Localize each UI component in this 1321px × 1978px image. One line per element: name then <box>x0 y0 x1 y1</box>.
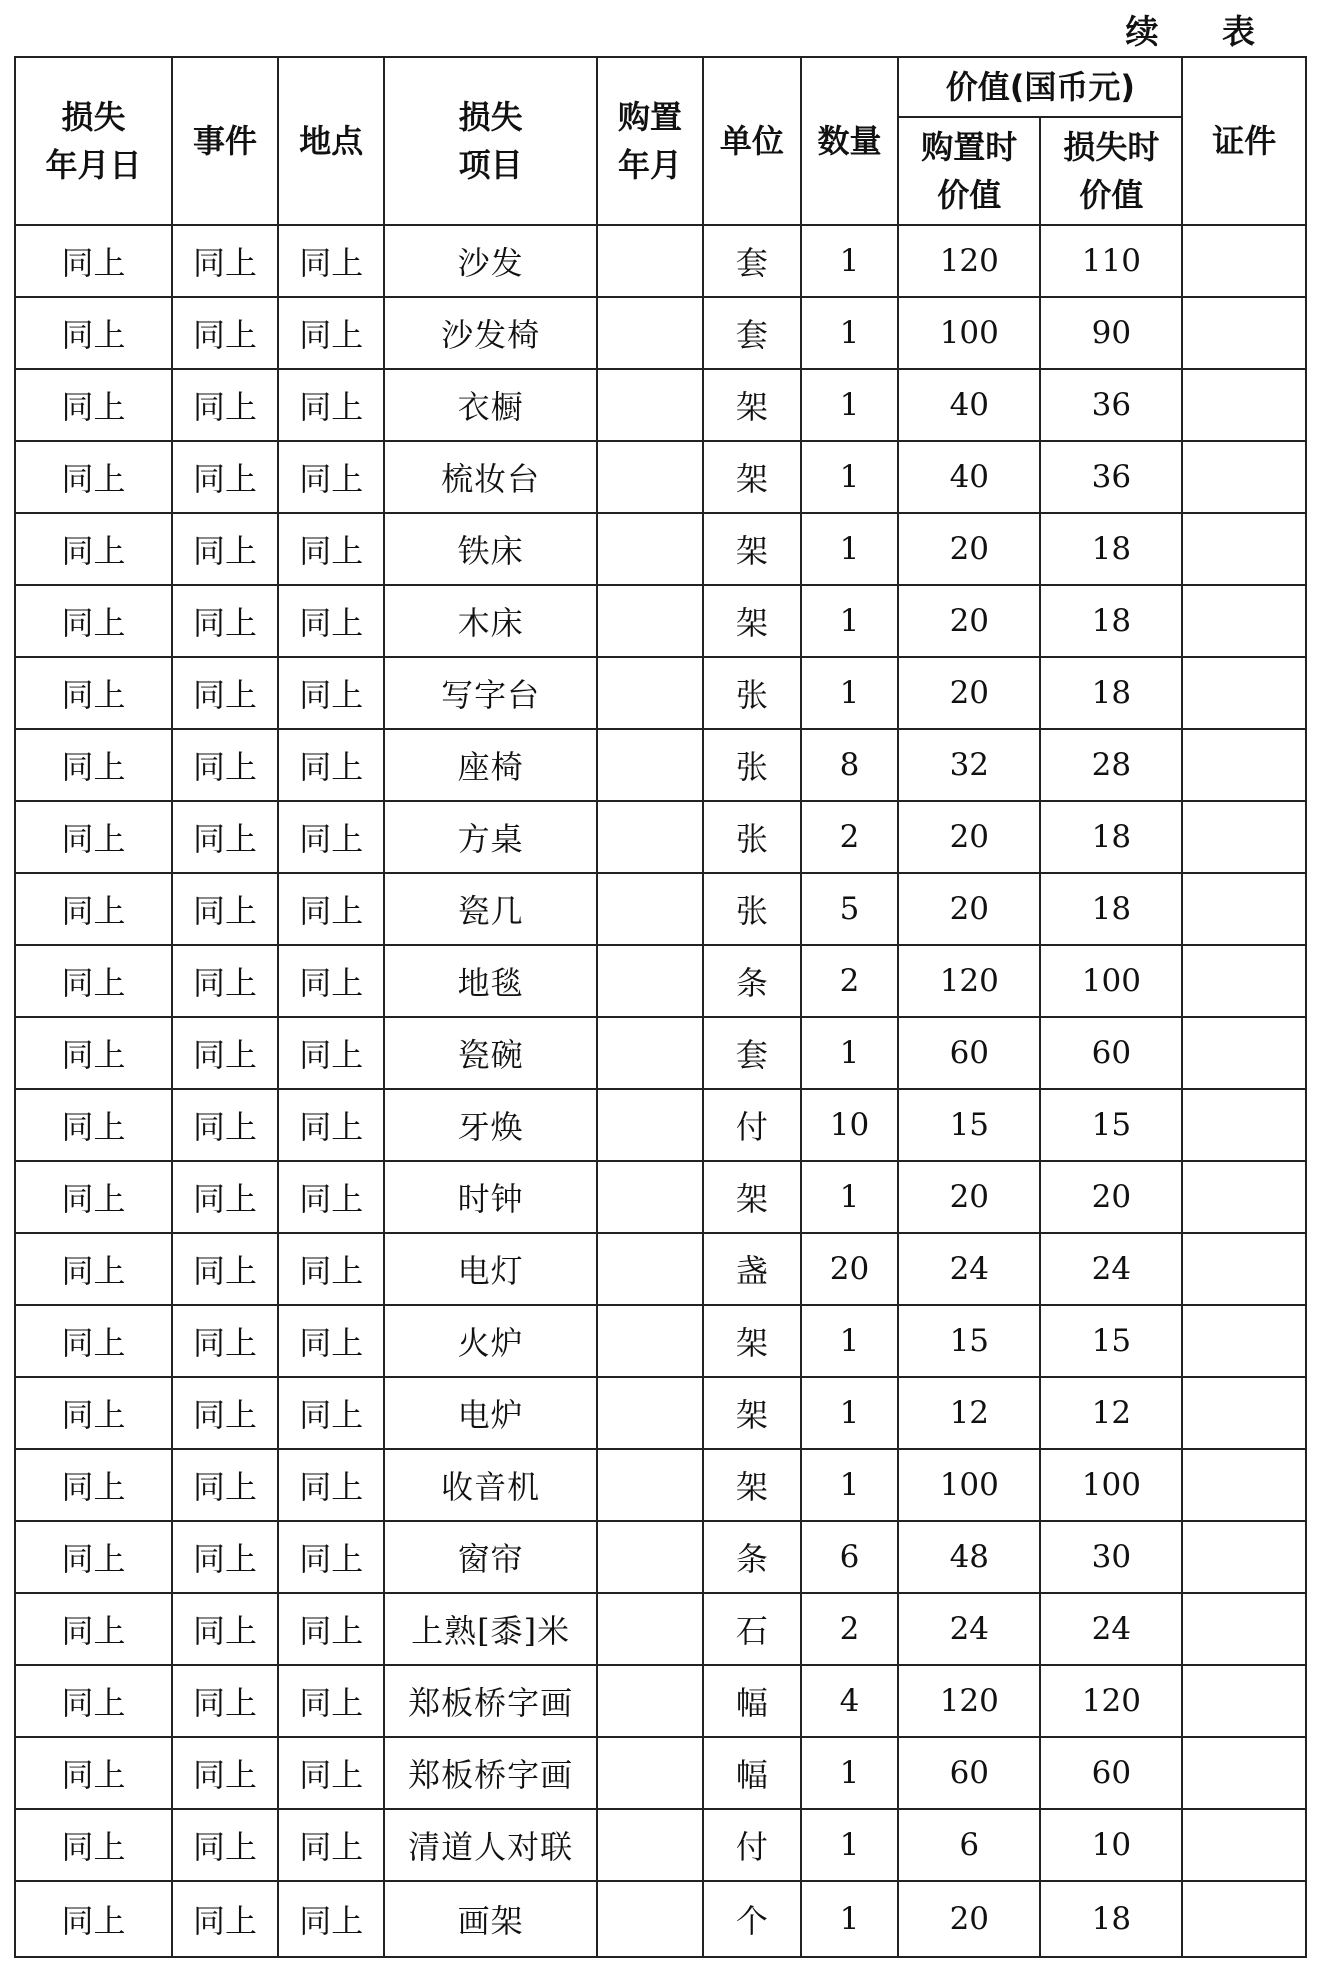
cell-value-at-loss: 18 <box>1040 657 1182 729</box>
cell-certificate <box>1182 441 1306 513</box>
cell-loss-date: 同上 <box>15 801 172 873</box>
cell-quantity: 10 <box>801 1089 899 1161</box>
cell-value-at-purchase: 40 <box>898 369 1040 441</box>
cell-unit: 架 <box>703 1449 801 1521</box>
cell-value-at-purchase: 20 <box>898 585 1040 657</box>
cell-place: 同上 <box>278 1809 384 1881</box>
cell-quantity: 1 <box>801 1305 899 1377</box>
cell-certificate <box>1182 729 1306 801</box>
cell-place: 同上 <box>278 1233 384 1305</box>
cell-certificate <box>1182 1377 1306 1449</box>
cell-value-at-purchase: 40 <box>898 441 1040 513</box>
table-row <box>15 873 1306 945</box>
cell-value-at-purchase: 100 <box>898 1449 1040 1521</box>
cell-certificate <box>1182 297 1306 369</box>
cell-value-at-loss: 100 <box>1040 1449 1182 1521</box>
cell-unit: 套 <box>703 225 801 297</box>
cell-value-at-purchase: 120 <box>898 225 1040 297</box>
table-row <box>15 1089 1306 1161</box>
cell-unit: 张 <box>703 873 801 945</box>
cell-certificate <box>1182 513 1306 585</box>
cell-certificate <box>1182 225 1306 297</box>
cell-unit: 架 <box>703 513 801 585</box>
cell-place: 同上 <box>278 441 384 513</box>
cell-purchase-date <box>597 1881 703 1957</box>
cell-event: 同上 <box>172 873 278 945</box>
table-row <box>15 1881 1306 1957</box>
cell-event: 同上 <box>172 1161 278 1233</box>
cell-certificate <box>1182 1809 1306 1881</box>
table-row <box>15 585 1306 657</box>
cell-event: 同上 <box>172 1089 278 1161</box>
cell-loss-item: 沙发椅 <box>384 297 596 369</box>
cell-purchase-date <box>597 585 703 657</box>
cell-place: 同上 <box>278 1089 384 1161</box>
cell-purchase-date <box>597 729 703 801</box>
cell-unit: 个 <box>703 1881 801 1957</box>
cell-value-at-loss: 36 <box>1040 441 1182 513</box>
cell-loss-item: 衣橱 <box>384 369 596 441</box>
cell-unit: 架 <box>703 585 801 657</box>
cell-loss-item: 上熟[黍]米 <box>384 1593 596 1665</box>
cell-value-at-loss: 36 <box>1040 369 1182 441</box>
cell-purchase-date <box>597 1017 703 1089</box>
cell-purchase-date <box>597 1665 703 1737</box>
cell-value-at-purchase: 20 <box>898 1881 1040 1957</box>
cell-loss-date: 同上 <box>15 513 172 585</box>
cell-place: 同上 <box>278 1665 384 1737</box>
cell-quantity: 1 <box>801 369 899 441</box>
cell-loss-date: 同上 <box>15 873 172 945</box>
cell-loss-date: 同上 <box>15 1305 172 1377</box>
cell-loss-date: 同上 <box>15 1449 172 1521</box>
cell-place: 同上 <box>278 1593 384 1665</box>
cell-purchase-date <box>597 1449 703 1521</box>
cell-unit: 盏 <box>703 1233 801 1305</box>
cell-purchase-date <box>597 369 703 441</box>
cell-event: 同上 <box>172 513 278 585</box>
cell-value-at-purchase: 15 <box>898 1305 1040 1377</box>
cell-certificate <box>1182 657 1306 729</box>
cell-quantity: 1 <box>801 1809 899 1881</box>
cell-place: 同上 <box>278 657 384 729</box>
table-row <box>15 1521 1306 1593</box>
cell-quantity: 6 <box>801 1521 899 1593</box>
cell-certificate <box>1182 1593 1306 1665</box>
cell-place: 同上 <box>278 1449 384 1521</box>
cell-unit: 石 <box>703 1593 801 1665</box>
cell-place: 同上 <box>278 513 384 585</box>
cell-quantity: 2 <box>801 1593 899 1665</box>
cell-loss-date: 同上 <box>15 945 172 1017</box>
table-row <box>15 729 1306 801</box>
header-place: 地点 <box>278 57 384 225</box>
cell-loss-item: 郑板桥字画 <box>384 1737 596 1809</box>
cell-value-at-purchase: 20 <box>898 873 1040 945</box>
cell-value-at-loss: 15 <box>1040 1089 1182 1161</box>
cell-certificate <box>1182 1665 1306 1737</box>
cell-unit: 条 <box>703 1521 801 1593</box>
cell-quantity: 1 <box>801 441 899 513</box>
cell-purchase-date <box>597 1233 703 1305</box>
cell-place: 同上 <box>278 1017 384 1089</box>
cell-purchase-date <box>597 225 703 297</box>
cell-loss-item: 清道人对联 <box>384 1809 596 1881</box>
header-event: 事件 <box>172 57 278 225</box>
cell-value-at-loss: 18 <box>1040 801 1182 873</box>
cell-loss-date: 同上 <box>15 1377 172 1449</box>
cell-place: 同上 <box>278 801 384 873</box>
cell-loss-item: 电灯 <box>384 1233 596 1305</box>
cell-value-at-purchase: 32 <box>898 729 1040 801</box>
cell-certificate <box>1182 369 1306 441</box>
cell-quantity: 1 <box>801 297 899 369</box>
cell-purchase-date <box>597 1737 703 1809</box>
cell-loss-item: 沙发 <box>384 225 596 297</box>
cell-loss-item: 梳妆台 <box>384 441 596 513</box>
cell-loss-date: 同上 <box>15 1809 172 1881</box>
cell-certificate <box>1182 585 1306 657</box>
cell-event: 同上 <box>172 1449 278 1521</box>
cell-loss-date: 同上 <box>15 1593 172 1665</box>
cell-place: 同上 <box>278 1161 384 1233</box>
cell-loss-item: 瓷几 <box>384 873 596 945</box>
cell-unit: 付 <box>703 1809 801 1881</box>
cell-place: 同上 <box>278 1305 384 1377</box>
cell-loss-date: 同上 <box>15 1737 172 1809</box>
cell-value-at-loss: 18 <box>1040 585 1182 657</box>
cell-place: 同上 <box>278 297 384 369</box>
cell-loss-date: 同上 <box>15 1017 172 1089</box>
cell-place: 同上 <box>278 369 384 441</box>
cell-loss-date: 同上 <box>15 297 172 369</box>
cell-value-at-loss: 110 <box>1040 225 1182 297</box>
cell-loss-date: 同上 <box>15 1233 172 1305</box>
cell-quantity: 1 <box>801 1449 899 1521</box>
table-body <box>15 225 1306 1957</box>
header-value-at-purchase: 购置时 价值 <box>898 117 1040 225</box>
cell-certificate <box>1182 801 1306 873</box>
cell-unit: 架 <box>703 369 801 441</box>
cell-place: 同上 <box>278 729 384 801</box>
cell-value-at-loss: 18 <box>1040 513 1182 585</box>
cell-purchase-date <box>597 297 703 369</box>
cell-value-at-loss: 10 <box>1040 1809 1182 1881</box>
cell-purchase-date <box>597 657 703 729</box>
cell-certificate <box>1182 1737 1306 1809</box>
header-value-group: 价值(国币元) <box>898 57 1182 117</box>
cell-quantity: 1 <box>801 1161 899 1233</box>
cell-value-at-purchase: 20 <box>898 801 1040 873</box>
header-purchase-date: 购置 年月 <box>597 57 703 225</box>
cell-quantity: 1 <box>801 1017 899 1089</box>
cell-value-at-loss: 120 <box>1040 1665 1182 1737</box>
cell-unit: 张 <box>703 729 801 801</box>
cell-quantity: 1 <box>801 513 899 585</box>
cell-loss-item: 窗帘 <box>384 1521 596 1593</box>
cell-event: 同上 <box>172 297 278 369</box>
cell-value-at-purchase: 15 <box>898 1089 1040 1161</box>
table-row <box>15 1017 1306 1089</box>
cell-event: 同上 <box>172 225 278 297</box>
cell-certificate <box>1182 1881 1306 1957</box>
cell-value-at-purchase: 20 <box>898 1161 1040 1233</box>
cell-loss-item: 电炉 <box>384 1377 596 1449</box>
cell-event: 同上 <box>172 1521 278 1593</box>
cell-loss-date: 同上 <box>15 1665 172 1737</box>
cell-place: 同上 <box>278 1377 384 1449</box>
cell-value-at-purchase: 120 <box>898 1665 1040 1737</box>
cell-event: 同上 <box>172 1593 278 1665</box>
cell-loss-item: 木床 <box>384 585 596 657</box>
cell-value-at-purchase: 100 <box>898 297 1040 369</box>
cell-quantity: 1 <box>801 1737 899 1809</box>
cell-event: 同上 <box>172 441 278 513</box>
cell-event: 同上 <box>172 1233 278 1305</box>
cell-event: 同上 <box>172 585 278 657</box>
cell-value-at-loss: 28 <box>1040 729 1182 801</box>
cell-event: 同上 <box>172 801 278 873</box>
cell-loss-item: 收音机 <box>384 1449 596 1521</box>
cell-loss-item: 方桌 <box>384 801 596 873</box>
table-row <box>15 513 1306 585</box>
cell-value-at-purchase: 20 <box>898 657 1040 729</box>
cell-purchase-date <box>597 441 703 513</box>
cell-value-at-loss: 15 <box>1040 1305 1182 1377</box>
cell-loss-item: 时钟 <box>384 1161 596 1233</box>
header-quantity: 数量 <box>801 57 899 225</box>
cell-quantity: 4 <box>801 1665 899 1737</box>
table-row <box>15 657 1306 729</box>
table-row <box>15 1809 1306 1881</box>
cell-event: 同上 <box>172 369 278 441</box>
cell-certificate <box>1182 1305 1306 1377</box>
table-row <box>15 297 1306 369</box>
table-row <box>15 1305 1306 1377</box>
cell-value-at-loss: 18 <box>1040 873 1182 945</box>
cell-value-at-loss: 60 <box>1040 1737 1182 1809</box>
cell-purchase-date <box>597 1305 703 1377</box>
cell-event: 同上 <box>172 1017 278 1089</box>
table-row <box>15 369 1306 441</box>
cell-place: 同上 <box>278 1521 384 1593</box>
cell-event: 同上 <box>172 1377 278 1449</box>
cell-loss-date: 同上 <box>15 729 172 801</box>
cell-value-at-purchase: 20 <box>898 513 1040 585</box>
cell-quantity: 5 <box>801 873 899 945</box>
cell-place: 同上 <box>278 1881 384 1957</box>
cell-value-at-loss: 20 <box>1040 1161 1182 1233</box>
cell-certificate <box>1182 1089 1306 1161</box>
cell-value-at-purchase: 6 <box>898 1809 1040 1881</box>
header-loss-item: 损失 项目 <box>384 57 596 225</box>
cell-loss-date: 同上 <box>15 1161 172 1233</box>
cell-loss-date: 同上 <box>15 1521 172 1593</box>
cell-quantity: 1 <box>801 1881 899 1957</box>
cell-purchase-date <box>597 1161 703 1233</box>
cell-value-at-loss: 60 <box>1040 1017 1182 1089</box>
cell-certificate <box>1182 1233 1306 1305</box>
cell-place: 同上 <box>278 1737 384 1809</box>
cell-loss-item: 牙焕 <box>384 1089 596 1161</box>
header-value-at-loss: 损失时 价值 <box>1040 117 1182 225</box>
table-row <box>15 1161 1306 1233</box>
header-unit: 单位 <box>703 57 801 225</box>
cell-value-at-loss: 24 <box>1040 1593 1182 1665</box>
cell-loss-item: 座椅 <box>384 729 596 801</box>
cell-certificate <box>1182 873 1306 945</box>
cell-loss-item: 瓷碗 <box>384 1017 596 1089</box>
table-row <box>15 1737 1306 1809</box>
cell-value-at-purchase: 48 <box>898 1521 1040 1593</box>
table-row <box>15 801 1306 873</box>
cell-quantity: 20 <box>801 1233 899 1305</box>
cell-loss-item: 画架 <box>384 1881 596 1957</box>
cell-loss-item: 郑板桥字画 <box>384 1665 596 1737</box>
continued-table-caption: 续 表 <box>1125 12 1281 51</box>
loss-table <box>14 56 1307 1958</box>
cell-unit: 架 <box>703 1377 801 1449</box>
cell-purchase-date <box>597 1377 703 1449</box>
cell-quantity: 1 <box>801 1377 899 1449</box>
cell-unit: 架 <box>703 1305 801 1377</box>
cell-quantity: 1 <box>801 657 899 729</box>
cell-unit: 幅 <box>703 1737 801 1809</box>
cell-unit: 付 <box>703 1089 801 1161</box>
cell-certificate <box>1182 1017 1306 1089</box>
cell-purchase-date <box>597 1089 703 1161</box>
cell-unit: 架 <box>703 1161 801 1233</box>
cell-purchase-date <box>597 1809 703 1881</box>
table-row <box>15 225 1306 297</box>
cell-value-at-purchase: 60 <box>898 1017 1040 1089</box>
cell-unit: 张 <box>703 801 801 873</box>
cell-purchase-date <box>597 801 703 873</box>
cell-loss-date: 同上 <box>15 441 172 513</box>
cell-value-at-purchase: 24 <box>898 1233 1040 1305</box>
cell-unit: 条 <box>703 945 801 1017</box>
cell-value-at-loss: 30 <box>1040 1521 1182 1593</box>
cell-value-at-loss: 100 <box>1040 945 1182 1017</box>
cell-quantity: 1 <box>801 225 899 297</box>
table-row <box>15 1377 1306 1449</box>
cell-quantity: 8 <box>801 729 899 801</box>
cell-loss-date: 同上 <box>15 1089 172 1161</box>
cell-value-at-loss: 12 <box>1040 1377 1182 1449</box>
cell-quantity: 2 <box>801 945 899 1017</box>
cell-quantity: 2 <box>801 801 899 873</box>
cell-unit: 套 <box>703 297 801 369</box>
table-row <box>15 1665 1306 1737</box>
cell-loss-item: 写字台 <box>384 657 596 729</box>
table-row <box>15 1593 1306 1665</box>
cell-place: 同上 <box>278 945 384 1017</box>
cell-event: 同上 <box>172 945 278 1017</box>
header-certificate: 证件 <box>1182 57 1306 225</box>
cell-certificate <box>1182 1521 1306 1593</box>
cell-certificate <box>1182 1449 1306 1521</box>
cell-unit: 套 <box>703 1017 801 1089</box>
cell-value-at-loss: 24 <box>1040 1233 1182 1305</box>
cell-loss-date: 同上 <box>15 1881 172 1957</box>
cell-value-at-purchase: 120 <box>898 945 1040 1017</box>
table-row <box>15 945 1306 1017</box>
cell-event: 同上 <box>172 1809 278 1881</box>
cell-value-at-loss: 90 <box>1040 297 1182 369</box>
cell-purchase-date <box>597 513 703 585</box>
cell-certificate <box>1182 1161 1306 1233</box>
table-row <box>15 441 1306 513</box>
cell-place: 同上 <box>278 225 384 297</box>
cell-place: 同上 <box>278 873 384 945</box>
cell-value-at-purchase: 24 <box>898 1593 1040 1665</box>
cell-event: 同上 <box>172 1665 278 1737</box>
cell-unit: 架 <box>703 441 801 513</box>
cell-place: 同上 <box>278 585 384 657</box>
cell-event: 同上 <box>172 657 278 729</box>
table-row <box>15 1449 1306 1521</box>
cell-loss-item: 地毯 <box>384 945 596 1017</box>
cell-event: 同上 <box>172 1881 278 1957</box>
cell-certificate <box>1182 945 1306 1017</box>
cell-loss-item: 火炉 <box>384 1305 596 1377</box>
table-header <box>15 57 1306 225</box>
cell-value-at-purchase: 12 <box>898 1377 1040 1449</box>
cell-purchase-date <box>597 945 703 1017</box>
cell-purchase-date <box>597 1521 703 1593</box>
cell-loss-item: 铁床 <box>384 513 596 585</box>
header-loss-date: 损失 年月日 <box>15 57 172 225</box>
cell-loss-date: 同上 <box>15 369 172 441</box>
cell-purchase-date <box>597 873 703 945</box>
cell-purchase-date <box>597 1593 703 1665</box>
cell-event: 同上 <box>172 1305 278 1377</box>
cell-event: 同上 <box>172 1737 278 1809</box>
cell-quantity: 1 <box>801 585 899 657</box>
cell-value-at-purchase: 60 <box>898 1737 1040 1809</box>
cell-unit: 幅 <box>703 1665 801 1737</box>
cell-value-at-loss: 18 <box>1040 1881 1182 1957</box>
table-row <box>15 1233 1306 1305</box>
cell-loss-date: 同上 <box>15 225 172 297</box>
cell-event: 同上 <box>172 729 278 801</box>
cell-loss-date: 同上 <box>15 585 172 657</box>
cell-unit: 张 <box>703 657 801 729</box>
cell-loss-date: 同上 <box>15 657 172 729</box>
